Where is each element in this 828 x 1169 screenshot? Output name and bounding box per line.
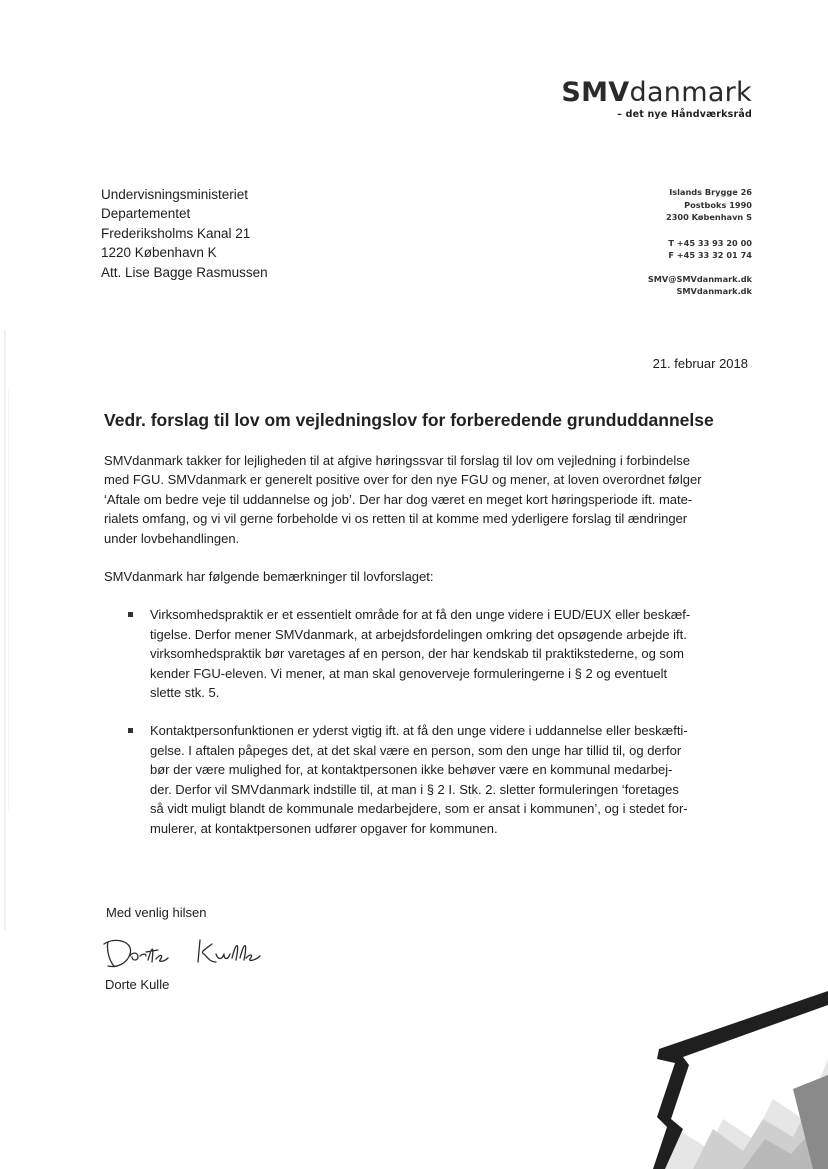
text-line: virksomhedspraktik bør varetages af en person, der har kendskab til praktikstederne, og som xyxy=(150,646,684,662)
bullet-icon xyxy=(128,728,133,733)
letter-subject: Vedr. forslag til lov om vejledningslov for forberedende grunduddannelse xyxy=(104,410,714,430)
letter-date: 21. februar 2018 xyxy=(652,356,748,371)
logo-wordmark xyxy=(561,78,752,108)
text-line: med FGU. SMVdanmark er generelt positive over for den nye FGU og mener, at loven overordnet følger xyxy=(104,472,702,488)
company-logo xyxy=(561,78,752,120)
recipient-line: Frederiksholms Kanal 21 xyxy=(101,225,251,241)
text-line: der. Derfor vil SMVdanmark indstille til, at man i § 2 I. Stk. 2. sletter formuleringen ‘foretages xyxy=(150,781,679,797)
text-line: kender FGU-eleven. Vi mener, at man skal genoverveje formuleringerne i § 2 og eventuelt xyxy=(150,665,668,681)
signer-name: Dorte Kulle xyxy=(105,977,170,992)
logo-tagline: – det nye Håndværksråd xyxy=(617,109,752,120)
sender-web: SMVdanmark.dk xyxy=(676,286,752,296)
decorative-ribbon-graphic xyxy=(653,979,828,1169)
text-line: tigelse. Derfor mener SMVdanmark, at arbejdsfordelingen omkring det opsøgende arbejde ift. xyxy=(150,626,687,642)
list-item xyxy=(104,721,724,837)
text-line: Kontaktpersonfunktionen er yderst vigtig ift. at få den unge videre i uddannelse eller beskæfti- xyxy=(150,723,688,739)
recipient-address xyxy=(101,185,268,282)
text-line: under lovbehandlingen. xyxy=(104,530,240,546)
scan-edge-noise xyxy=(0,330,18,930)
recipient-line: Undervisningsministeriet xyxy=(101,187,249,202)
text-line: mulerer, at kontaktpersonen udfører opgaver for kommunen. xyxy=(150,820,498,836)
body-paragraph-2: SMVdanmark har følgende bemærkninger til lovforslaget: xyxy=(104,569,434,585)
text-line: rialets omfang, og vi vil gerne forbeholde vi os retten til at komme med yderligere forslag til ændringer xyxy=(104,511,688,527)
text-line: ‘Aftale om bedre veje til uddannelse og job’. Der har dog været en meget kort høringsperiode ift. mate- xyxy=(104,491,693,507)
closing-greeting: Med venlig hilsen xyxy=(106,905,207,920)
sender-fax: F +45 33 32 01 74 xyxy=(668,250,752,260)
sender-address xyxy=(648,186,752,298)
logo-brand-bold: SMV xyxy=(561,77,630,108)
list-item xyxy=(104,605,724,702)
sender-city: 2300 København S xyxy=(666,212,752,222)
sender-phone: T +45 33 93 20 00 xyxy=(668,237,752,248)
text-line: gelse. I aftalen påpeges det, at det skal være en person, som den unge har tillid til, og derfor xyxy=(150,742,682,758)
sender-street: Islands Brygge 26 xyxy=(669,187,752,197)
sender-email: SMV@SMVdanmark.dk xyxy=(647,273,752,284)
body-paragraph-1 xyxy=(104,451,724,548)
recipient-line: Departementet xyxy=(101,206,191,222)
text-line: bør der være mulighed for, at kontaktpersonen ikke behøver være en kommunal medarbej- xyxy=(150,762,673,778)
handwritten-signature xyxy=(100,932,270,974)
text-line: slette stk. 5. xyxy=(150,685,220,701)
recipient-line: Att. Lise Bagge Rasmussen xyxy=(101,264,268,280)
text-line: Virksomhedspraktik er et essentielt område for at få den unge videre i EUD/EUX eller beskæf- xyxy=(150,607,691,623)
logo-brand-light: danmark xyxy=(629,77,752,108)
remarks-list xyxy=(104,605,724,837)
recipient-line: 1220 København K xyxy=(101,245,217,261)
bullet-icon xyxy=(128,612,133,617)
letter-body xyxy=(104,451,724,857)
sender-postbox: Postboks 1990 xyxy=(684,199,752,210)
text-line: så vidt muligt blandt de kommunale medarbejdere, som er ansat i kommunen’, og i stedet for- xyxy=(150,801,688,817)
text-line: SMVdanmark takker for lejligheden til at afgive høringssvar til forslag til lov om vejledning i forbindelse xyxy=(104,453,690,468)
